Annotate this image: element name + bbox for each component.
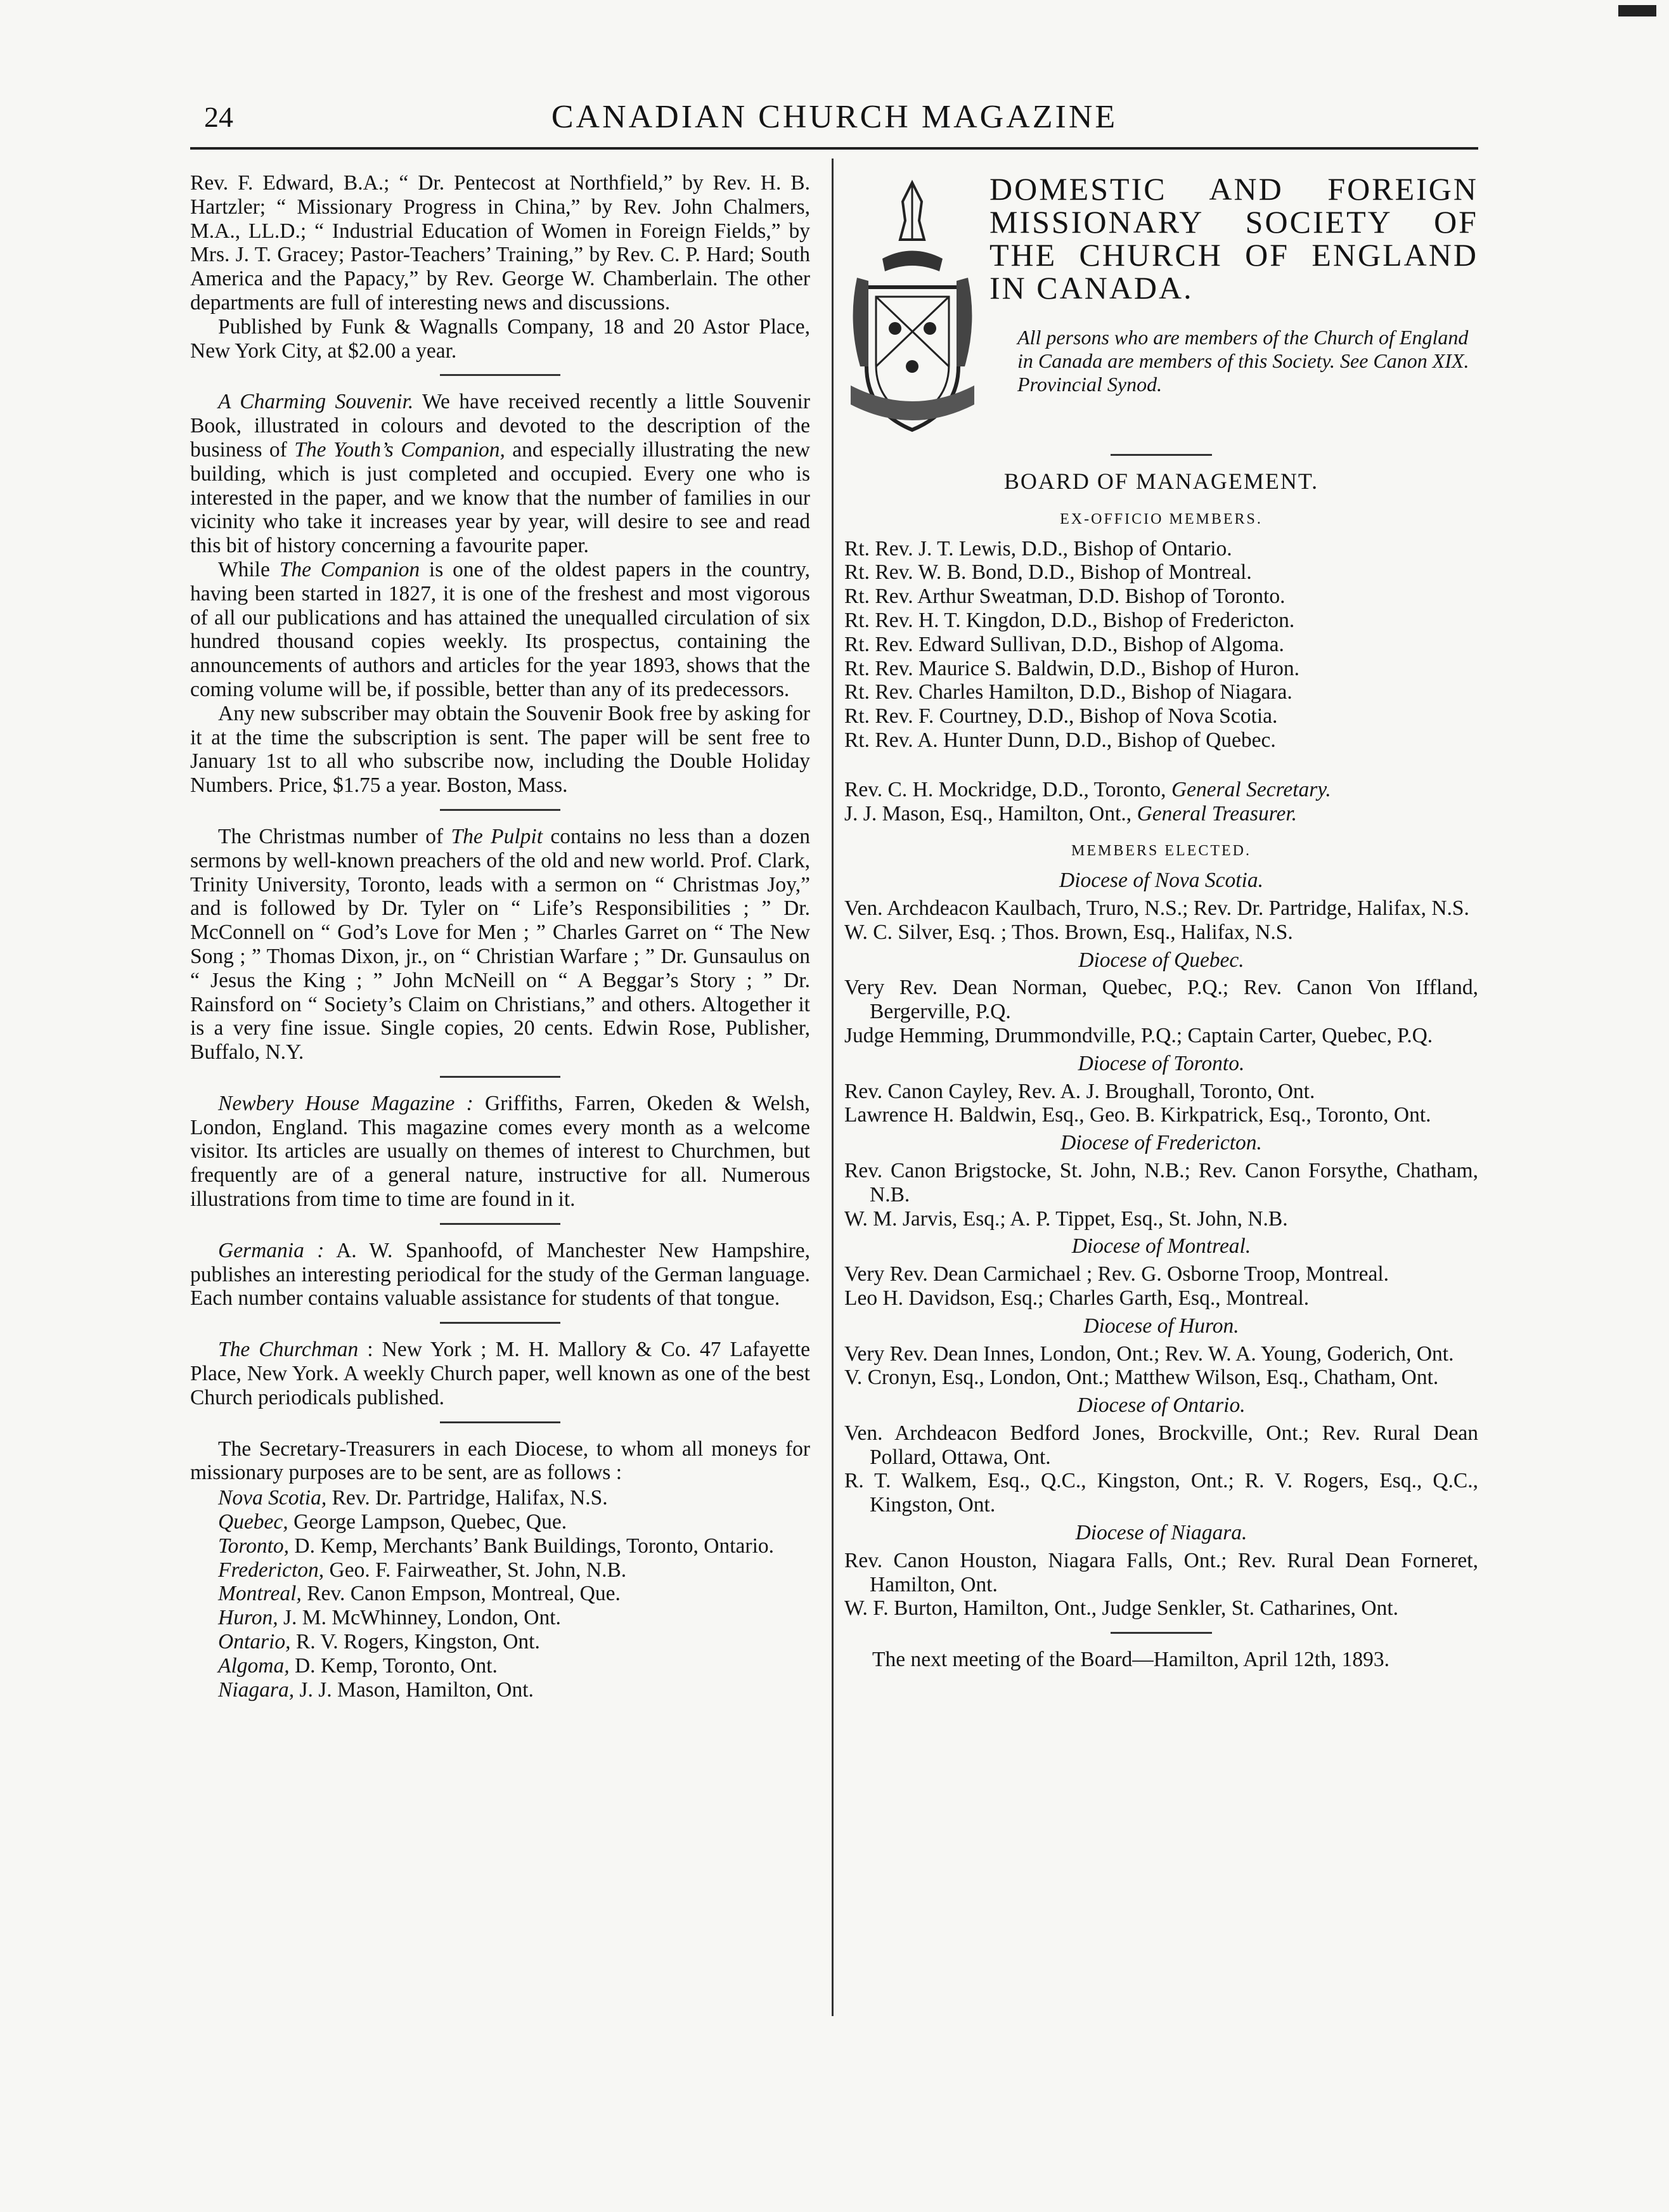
section-rule [1111, 1632, 1212, 1634]
review-continued: Rev. F. Edward, B.A.; “ Dr. Pentecost at Northfield,” by Rev. H. B. Hartzler; “ Missionary Progress in China,” by Rev. John Chalmers, M.A., LL.D.; “ Industrial Education of Women in Foreign Fields,” by Mrs. J. T. Gracey; Pastor-Teachers’ Training,” by Rev. C. P. Hard; South America and the Papacy,” by Rev. George W. Chamberlain. The other departments are full of interesting news and discussions. [190, 171, 810, 314]
diocese-huron [844, 1314, 1478, 1390]
diocese-heading: Diocese of Quebec. [1078, 948, 1244, 972]
treasurer-entry: Niagara, J. J. Mason, Hamilton, Ont. [218, 1678, 534, 1702]
treasurers-list [190, 1486, 810, 1702]
treasurer-entry: Toronto, D. Kemp, Merchants’ Bank Buildings, Toronto, Ontario. [218, 1534, 775, 1558]
diocese-entry: V. Cronyn, Esq., London, Ont.; Matthew Wilson, Esq., Chatham, Ont. [844, 1366, 1439, 1390]
churchman-paragraph: The Churchman : New York ; M. H. Mallory & Co. 47 Lafayette Place, New York. A weekly Church paper, well known as one of the best Church periodicals published. [190, 1338, 810, 1409]
diocese-heading: Diocese of Nova Scotia. [1059, 869, 1263, 893]
newbery-title: Newbery House Magazine : [218, 1091, 474, 1115]
diocese-entry: W. F. Burton, Hamilton, Ont., Judge Senkler, St. Catharines, Ont. [844, 1596, 1399, 1620]
right-column [844, 171, 1478, 1672]
ex-officio-member: Rt. Rev. H. T. Kingdon, D.D., Bishop of Fredericton. [844, 608, 1295, 632]
diocese-entry: Rev. Canon Brigstocke, St. John, N.B.; Rev. Canon Forsythe, Chatham, N.B. [844, 1158, 1478, 1206]
treasurer-entry: Algoma, D. Kemp, Toronto, Ont. [218, 1653, 498, 1678]
souvenir-paragraph-1: A Charming Souvenir. We have received recently a little Souvenir Book, illustrated in colours and devoted to the description of the business of The Youth’s Companion, and especially illustrating the new building, which is just completed and occupied. Every one who is interested in the paper, and we know that the number of families in our vicinity who take it increases year by year, will desire to see and read this bit of history concerning a favourite paper. [190, 390, 810, 558]
publisher-note: Published by Funk & Wagnalls Company, 18 and 20 Astor Place, New York City, at $2.00 a year. [190, 314, 810, 363]
diocese-heading: Diocese of Fredericton. [1060, 1131, 1262, 1155]
diocese-niagara [844, 1521, 1478, 1620]
diocese-heading: Diocese of Niagara. [1075, 1521, 1247, 1545]
pulpit-paragraph: The Christmas number of The Pulpit contains no less than a dozen sermons by well-known preachers of the old and new world. Prof. Clark, Trinity University, Toronto, leads with a sermon on “ Christmas Joy,” and is followed by Dr. Tyler on “ Life’s Responsibilities ; ” Dr. McConnell on “ God’s Love for Men ; ” Charles Garret on “ The New Song ; ” Thomas Dixon, jr., on “ Christian Warfare ; ” Dr. Gunsaulus on “ Jesus the King ; ” John McNeill on “ A Beggar’s Story ; ” Dr. Rainsford on “ Society’s Claim on Christians,” and others. Altogether it is a very fine issue. Single copies, 20 cents. Edwin Rose, Publisher, Buffalo, N.Y. [190, 824, 810, 1064]
treasurer-entry: Quebec, George Lampson, Quebec, Que. [218, 1510, 567, 1534]
souvenir-paragraph-2: While The Companion is one of the oldest papers in the country, having been started in 1827, it is one of the freshest and most vigorous of all our publications and has attained the unequalled circulation of six hundred thousand copies weekly. Its prospectus, containing the announcements of authors and articles for the year 1893, shows that the coming volume will be, if possible, better than any of its predecessors. [190, 557, 810, 701]
section-rule [440, 1322, 560, 1324]
diocese-entry: Judge Hemming, Drummondville, P.Q.; Captain Carter, Quebec, P.Q. [844, 1023, 1433, 1047]
diocese-entry: Very Rev. Dean Carmichael ; Rev. G. Osborne Troop, Montreal. [844, 1262, 1389, 1286]
diocese-heading: Diocese of Huron. [1083, 1314, 1239, 1338]
ex-officio-member: Rt. Rev. Arthur Sweatman, D.D. Bishop of Toronto. [844, 585, 1286, 609]
treasurer-entry: Montreal, Rev. Canon Empson, Montreal, Que. [218, 1582, 621, 1606]
section-rule [440, 374, 560, 376]
newbery-paragraph: Newbery House Magazine : Griffiths, Farren, Okeden & Welsh, London, England. This magazine comes every month as a welcome visitor. Its articles are usually on themes of interest to Churchmen, but frequently are of a general nature, instructive for all. Numerous illustrations from time to time are found in it. [190, 1091, 810, 1212]
diocese-entry: Ven. Archdeacon Bedford Jones, Brockville, Ont.; Rev. Rural Dean Pollard, Ottawa, Ont. [844, 1421, 1478, 1469]
germania-title: Germania : [218, 1238, 325, 1262]
diocese-toronto [844, 1052, 1478, 1127]
page-number: 24 [204, 101, 233, 133]
diocese-entry: Very Rev. Dean Innes, London, Ont.; Rev. W. A. Young, Goderich, Ont. [844, 1342, 1454, 1366]
diocese-montreal [844, 1234, 1478, 1310]
diocese-entry: Leo H. Davidson, Esq.; Charles Garth, Esq., Montreal. [844, 1286, 1310, 1310]
diocese-entry: Rev. Canon Cayley, Rev. A. J. Broughall, Toronto, Ont. [844, 1079, 1315, 1103]
diocese-nova-scotia [844, 869, 1478, 944]
treasurer-entry: Ontario, R. V. Rogers, Kingston, Ont. [218, 1630, 540, 1654]
section-rule [440, 1223, 560, 1225]
diocese-ontario [844, 1394, 1478, 1517]
diocese-heading: Diocese of Ontario. [1077, 1394, 1246, 1418]
diocese-entry: Rev. Canon Houston, Niagara Falls, Ont.; Rev. Rural Dean Forneret, Hamilton, Ont. [844, 1548, 1478, 1596]
next-meeting: The next meeting of the Board—Hamilton, April 12th, 1893. [872, 1648, 1389, 1672]
column-divider [832, 158, 834, 2016]
section-rule [440, 809, 560, 811]
diocese-entry: Ven. Archdeacon Kaulbach, Truro, N.S.; Rev. Dr. Partridge, Halifax, N.S. [844, 896, 1469, 920]
souvenir-title: A Charming Souvenir. [218, 390, 414, 414]
left-column [190, 171, 810, 1702]
diocese-entry: W. C. Silver, Esq. ; Thos. Brown, Esq., Halifax, N.S. [844, 920, 1293, 944]
ex-officio-list [844, 537, 1478, 753]
ex-officio-member: Rt. Rev. Maurice S. Baldwin, D.D., Bishop of Huron. [844, 656, 1300, 680]
ex-officio-member: Rt. Rev. J. T. Lewis, D.D., Bishop of Ontario. [844, 536, 1232, 560]
diocese-fredericton [844, 1131, 1478, 1231]
section-rule [1111, 454, 1212, 456]
diocese-heading: Diocese of Montreal. [1071, 1234, 1251, 1258]
diocese-quebec [844, 948, 1478, 1048]
society-title: DOMESTIC AND FOREIGN MISSIONARY SOCIETY OF THE CHURCH OF ENGLAND IN CANADA. [989, 171, 1478, 306]
header-rule [190, 147, 1478, 150]
ex-officio-member: Rt. Rev. F. Courtney, D.D., Bishop of Nova Scotia. [844, 704, 1278, 728]
diocese-entry: Lawrence H. Baldwin, Esq., Geo. B. Kirkpatrick, Esq., Toronto, Ont. [844, 1103, 1431, 1127]
scan-corner-mark [1618, 5, 1656, 16]
ex-officio-member: Rt. Rev. A. Hunter Dunn, D.D., Bishop of Quebec. [844, 728, 1276, 752]
treasurer-entry: Nova Scotia, Rev. Dr. Partridge, Halifax, N.S. [218, 1486, 608, 1510]
section-rule [440, 1421, 560, 1423]
board-title: BOARD OF MANAGEMENT. [1003, 469, 1319, 494]
general-treasurer: J. J. Mason, Esq., Hamilton, Ont., General Treasurer. [844, 801, 1298, 825]
diocese-entry: Very Rev. Dean Norman, Quebec, P.Q.; Rev. Canon Von Iffland, Bergerville, P.Q. [844, 976, 1478, 1024]
ex-officio-member: Rt. Rev. Edward Sullivan, D.D., Bishop of Algoma. [844, 632, 1284, 656]
diocese-entry: W. M. Jarvis, Esq.; A. P. Tippet, Esq., St. John, N.B. [844, 1206, 1288, 1231]
society-crest-icon [844, 176, 981, 443]
society-text [989, 171, 1478, 396]
diocese-heading: Diocese of Toronto. [1078, 1051, 1245, 1075]
treasurer-entry: Huron, J. M. McWhinney, London, Ont. [218, 1606, 561, 1630]
general-secretary: Rev. C. H. Mockridge, D.D., Toronto, General Secretary. [844, 777, 1331, 801]
diocese-entry: R. T. Walkem, Esq., Q.C., Kingston, Ont.; R. V. Rogers, Esq., Q.C., Kingston, Ont. [844, 1469, 1478, 1517]
society-note: All persons who are members of the Church of England in Canada are members of this Society. See Canon XIX. Provincial Synod. [1017, 326, 1469, 396]
germania-paragraph: Germania : A. W. Spanhoofd, of Manchester New Hampshire, publishes an interesting periodical for the study of the German language. Each number contains valuable assistance for students of that tongue. [190, 1238, 810, 1310]
ex-officio-member: Rt. Rev. Charles Hamilton, D.D., Bishop of Niagara. [844, 680, 1292, 704]
ex-officio-heading: EX-OFFICIO MEMBERS. [1060, 510, 1263, 527]
members-elected-heading: MEMBERS ELECTED. [1071, 843, 1251, 860]
treasurer-entry: Fredericton, Geo. F. Fairweather, St. John, N.B. [218, 1558, 627, 1582]
churchman-title: The Churchman [218, 1338, 359, 1362]
ex-officio-member: Rt. Rev. W. B. Bond, D.D., Bishop of Montreal. [844, 560, 1252, 585]
souvenir-paragraph-3: Any new subscriber may obtain the Souvenir Book free by asking for it at the time the subscription is sent. The paper will be sent free to January 1st to all who subscribe now, including the Double Holiday Numbers. Price, $1.75 a year. Boston, Mass. [190, 701, 810, 798]
society-header [844, 171, 1478, 443]
section-rule [440, 1076, 560, 1078]
treasurers-intro: The Secretary-Treasurers in each Diocese, to whom all moneys for missionary purposes are to be sent, are as follows : [190, 1437, 810, 1485]
running-head: CANADIAN CHURCH MAGAZINE [551, 99, 1118, 135]
